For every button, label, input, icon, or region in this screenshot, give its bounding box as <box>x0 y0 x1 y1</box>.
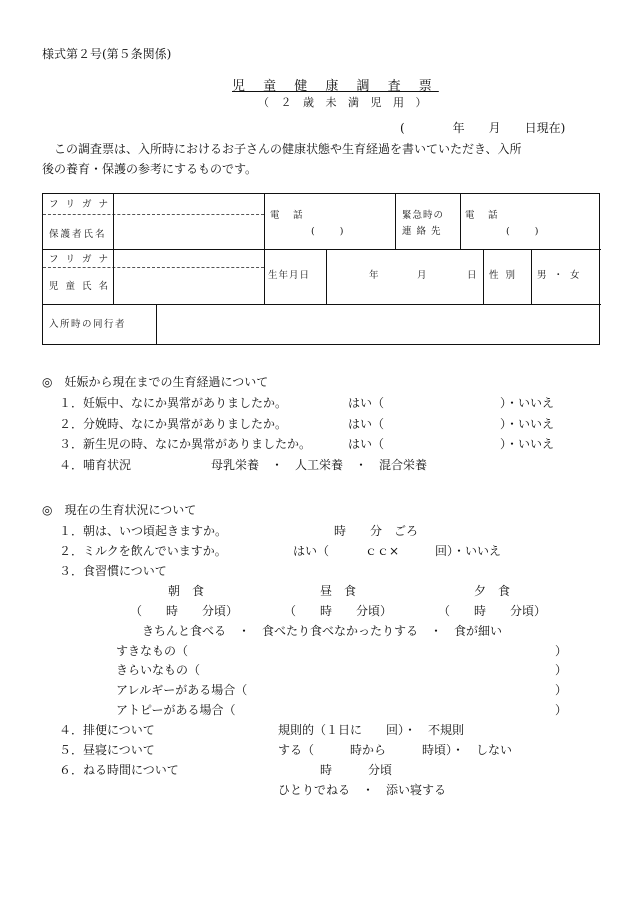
breakfast-time: （ 時 分頃） <box>130 604 239 618</box>
q3-label: ３．新生児の時、なにか異常がありましたか。 <box>59 437 312 451</box>
phone-label: 電 話 <box>270 210 305 221</box>
phone-paren: ( ) <box>311 226 346 237</box>
habits-label: ３．食習慣について <box>59 564 167 578</box>
section1-heading: ◎ 妊娠から現在までの生育経過について <box>42 375 269 389</box>
eating-options: きちんと食べる ・ 食べたり食べなかったりする ・ 食が細い <box>142 624 503 638</box>
guardian-name-label: 保護者氏名 <box>49 229 107 240</box>
child-name-label: 児 童 氏 名 <box>49 281 111 292</box>
q2-close: ）・いいえ <box>500 417 555 431</box>
birth-month-label: 月 <box>417 270 429 281</box>
gender-options: 男 ・ 女 <box>537 270 582 281</box>
atopy-label: アトピーがある場合（ <box>116 703 236 717</box>
emergency-label-2: 連 絡 先 <box>402 226 442 237</box>
intro-line-1: この調査票は、入所時におけるお子さんの健康状態や生育経過を書いていただき、入所 <box>54 142 522 156</box>
milk-answer: はい（ ｃｃ× 回）・いいえ <box>293 544 502 558</box>
guardian-furigana-label: フ リ ガ ナ <box>49 199 111 210</box>
dislikes-input[interactable] <box>222 661 550 677</box>
q2-label: ２．分娩時、なにか異常がありましたか。 <box>59 417 288 431</box>
meal-dinner: 夕 食 <box>474 584 511 598</box>
emergency-phone-label: 電 話 <box>465 210 500 221</box>
wake-label: １．朝は、いつ頃起きますか。 <box>59 524 228 538</box>
dislikes-label: きらいなもの（ <box>116 663 201 677</box>
q3-close: ）・いいえ <box>500 437 555 451</box>
section2-heading: ◎ 現在の生育状況について <box>42 503 197 517</box>
q3-answer: はい（ <box>348 437 385 451</box>
likes-label: すきなもの（ <box>116 644 189 658</box>
likes-input[interactable] <box>200 642 550 658</box>
likes-close: ） <box>555 644 568 658</box>
emergency-phone-field[interactable] <box>461 195 599 248</box>
page-title: 児 童 健 康 調 査 票 <box>232 79 439 94</box>
date-line: ( 年 月 日現在) <box>400 121 566 135</box>
birth-year-label: 年 <box>369 270 381 281</box>
atopy-close: ） <box>555 703 568 717</box>
allergy-label: アレルギーがある場合（ <box>116 683 248 697</box>
q1-close: ）・いいえ <box>500 396 555 410</box>
milk-label: ２．ミルクを飲んでいますか。 <box>59 544 227 558</box>
gender-label: 性 別 <box>489 270 518 281</box>
child-name-field[interactable] <box>114 269 263 303</box>
child-furigana-field[interactable] <box>114 250 263 266</box>
sleep-time: 時 分頃 <box>320 763 393 777</box>
child-furigana-label: フ リ ガ ナ <box>49 254 111 265</box>
q3-input[interactable] <box>392 435 496 451</box>
wake-time: 時 分 ごろ <box>334 524 419 538</box>
meal-breakfast: 朝 食 <box>168 584 205 598</box>
page-subtitle: （ ２ 歳 未 満 児 用 ） <box>258 96 431 109</box>
bowel-answer: 規則的（１日に 回）・ 不規則 <box>278 723 465 737</box>
emergency-label-1: 緊急時の <box>402 210 445 221</box>
companion-label: 入所時の同行者 <box>49 319 127 330</box>
feeding-options: 母乳栄養 ・ 人工栄養 ・ 混合栄養 <box>211 458 428 472</box>
sleep-label: ６．ねる時間について <box>59 763 179 777</box>
q1-input[interactable] <box>392 394 496 410</box>
emergency-phone-paren: ( ) <box>506 226 541 237</box>
meal-lunch: 昼 食 <box>320 584 357 598</box>
nap-answer: する（ 時から 時頃）・ しない <box>278 743 513 757</box>
q2-input[interactable] <box>392 415 496 431</box>
feeding-label: ４．哺育状況 <box>59 458 132 472</box>
intro-line-2: 後の養育・保護の参考にするものです。 <box>42 162 258 176</box>
atopy-input[interactable] <box>264 701 550 717</box>
form-number: 様式第２号(第５条関係) <box>42 47 172 61</box>
sleep-options: ひとりでねる ・ 添い寝する <box>278 783 447 797</box>
dinner-time: （ 時 分頃） <box>438 604 547 618</box>
guardian-name-field[interactable] <box>114 216 263 248</box>
dashed-divider <box>43 267 264 268</box>
dislikes-close: ） <box>555 663 568 677</box>
phone-field[interactable] <box>265 195 394 248</box>
lunch-time: （ 時 分頃） <box>284 604 393 618</box>
nap-label: ５．昼寝について <box>59 743 155 757</box>
companion-field[interactable] <box>157 305 599 344</box>
col-divider <box>483 249 484 304</box>
q1-label: １．妊娠中、なにか異常がありましたか。 <box>59 396 288 410</box>
q2-answer: はい（ <box>348 417 385 431</box>
birthdate-label: 生年月日 <box>268 270 311 281</box>
q1-answer: はい（ <box>348 396 385 410</box>
guardian-furigana-field[interactable] <box>114 195 263 213</box>
birth-day-label: 日 <box>467 270 479 281</box>
allergy-close: ） <box>555 683 568 697</box>
allergy-input[interactable] <box>278 681 550 697</box>
dashed-divider <box>43 214 264 215</box>
bowel-label: ４．排便について <box>59 723 155 737</box>
col-divider <box>395 194 396 249</box>
info-table <box>42 193 600 345</box>
birthdate-field[interactable] <box>327 250 482 303</box>
